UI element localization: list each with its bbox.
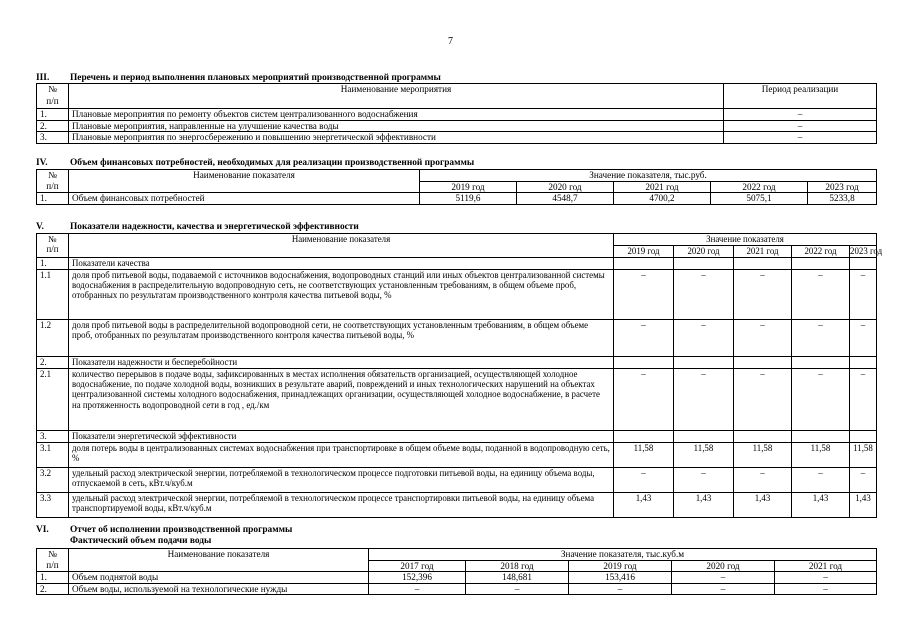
year-header: 2020 год xyxy=(674,246,734,258)
row-value: 4548,7 xyxy=(517,193,614,205)
row-value: – xyxy=(792,270,850,320)
year-header: 2023 год xyxy=(808,181,877,193)
table-row xyxy=(37,369,877,431)
table-row xyxy=(37,120,877,132)
section-5-number: V. xyxy=(36,222,44,232)
row-value: 152,396 xyxy=(369,572,466,584)
section-5-heading xyxy=(36,222,359,233)
section-4-heading xyxy=(36,158,474,169)
row-value: 148,681 xyxy=(466,572,569,584)
row-number: 1. xyxy=(37,572,69,584)
row-name: количество перерывов в подаче воды, зафиксированных в местах исполнения обязательств организацией, осуществляющей холодное водоснабжение, по подаче холодной воды, возникших в результате аварий, повреждений и иных технологических нарушений на объектах централизованной системы холодного водоснабжения, принадлежащих организации, осуществляющей холодное водоснабжение, в расчете на протяженность водопроводной сети в год , ед./км xyxy=(69,369,614,431)
row-value xyxy=(614,357,674,369)
s3-header-name: Наименование мероприятия xyxy=(69,84,724,109)
table-row xyxy=(37,270,877,320)
row-value xyxy=(674,258,734,270)
row-value: – xyxy=(734,468,792,493)
section-3-table xyxy=(36,83,877,144)
row-name: Плановые мероприятия по энергосбережению и повышению энергетической эффективности xyxy=(69,132,724,144)
row-value: – xyxy=(674,270,734,320)
row-number: 2. xyxy=(37,583,69,595)
section-4-title: Объем финансовых потребностей, необходимых для реализации производственной программы xyxy=(70,158,475,168)
table-row xyxy=(37,109,877,121)
table-row xyxy=(37,357,877,369)
row-value: 5119,6 xyxy=(420,193,517,205)
year-header: 2020 год xyxy=(517,181,614,193)
row-value: – xyxy=(674,468,734,493)
row-number: 3.3 xyxy=(37,493,69,518)
row-value: 11,58 xyxy=(734,443,792,468)
row-number: 1.1 xyxy=(37,270,69,320)
row-value: – xyxy=(369,583,466,595)
s6-header-value: Значение показателя, тыс.куб.м xyxy=(369,549,877,561)
row-value xyxy=(614,258,674,270)
row-value xyxy=(850,357,877,369)
row-period: – xyxy=(724,109,877,121)
row-value xyxy=(850,258,877,270)
year-header: 2021 год xyxy=(775,560,877,572)
row-value: 11,58 xyxy=(850,443,877,468)
row-name: доля проб питьевой воды, подаваемой с источников водоснабжения, водопроводных станций или иных объектов централизованной системы водоснабжения в распределительную водопроводную сеть, не соответствующих установленным требованиям, в общем объеме проб, отобранных по результатам производственного контроля качества питьевой воды, % xyxy=(69,270,614,320)
section-5-table xyxy=(36,233,883,518)
s5-header-no: № п/п xyxy=(37,234,69,258)
year-header: 2019 год xyxy=(420,181,517,193)
row-value: – xyxy=(614,468,674,493)
row-name: Плановые мероприятия, направленные на улучшение качества воды xyxy=(69,120,724,132)
row-number: 1. xyxy=(37,193,69,205)
year-header: 2018 год xyxy=(466,560,569,572)
section-5-title: Показатели надежности, качества и энергетической эффективности xyxy=(70,222,359,232)
row-value: – xyxy=(775,583,877,595)
row-value: – xyxy=(614,270,674,320)
row-value xyxy=(734,357,792,369)
table-row xyxy=(37,583,877,595)
section-3-number: III. xyxy=(36,73,50,83)
row-number: 1. xyxy=(37,258,69,270)
row-value: – xyxy=(792,320,850,357)
table-row xyxy=(37,572,877,584)
s4-header-no: № п/п xyxy=(37,170,69,193)
row-value xyxy=(734,258,792,270)
year-header: 2021 год xyxy=(614,181,711,193)
row-value: 4700,2 xyxy=(614,193,711,205)
s6-header-name: Наименование показателя xyxy=(69,549,369,572)
row-period: – xyxy=(724,120,877,132)
row-value xyxy=(850,431,877,443)
row-value: – xyxy=(674,320,734,357)
s6-header-no: № п/п xyxy=(37,549,69,572)
s4-header-name: Наименование показателя xyxy=(69,170,420,193)
table-row xyxy=(37,431,877,443)
row-value: – xyxy=(734,270,792,320)
row-value xyxy=(614,431,674,443)
row-number: 1.2 xyxy=(37,320,69,357)
table-row xyxy=(37,493,877,518)
row-number: 2.1 xyxy=(37,369,69,431)
year-header: 2020 год xyxy=(672,560,775,572)
section-3-title: Перечень и период выполнения плановых мероприятий производственной программы xyxy=(70,73,441,83)
section-6-number: VI. xyxy=(36,525,49,535)
row-value: – xyxy=(775,572,877,584)
row-value: 153,416 xyxy=(569,572,672,584)
row-name: доля потерь воды в централизованных системах водоснабжения при транспортировке в общем объеме воды, поданной в водопроводную сеть, % xyxy=(69,443,614,468)
row-number: 3. xyxy=(37,431,69,443)
row-name: Показатели энергетической эффективности xyxy=(69,431,614,443)
row-value xyxy=(792,258,850,270)
row-name: удельный расход электрической энергии, потребляемой в технологическом процессе транспортировки питьевой воды, на единицу объема транспортируемой воды, кВт.ч/куб.м xyxy=(69,493,614,518)
s3-header-no: № п/п xyxy=(37,84,69,109)
row-value: – xyxy=(850,320,877,357)
row-value: 11,58 xyxy=(614,443,674,468)
row-value: 1,43 xyxy=(614,493,674,518)
year-header: 2019 год xyxy=(614,246,674,258)
row-name: Показатели надежности и бесперебойности xyxy=(69,357,614,369)
row-number: 3. xyxy=(37,132,69,144)
table-row xyxy=(37,320,877,357)
row-value: – xyxy=(850,468,877,493)
s3-header-period: Период реализации xyxy=(724,84,877,109)
s5-header-name: Наименование показателя xyxy=(69,234,614,258)
row-value: – xyxy=(850,270,877,320)
row-value: – xyxy=(734,369,792,431)
section-6-title: Отчет об исполнении производственной программы xyxy=(70,525,293,535)
year-header: 2019 год xyxy=(569,560,672,572)
row-value: 1,43 xyxy=(734,493,792,518)
section-4-number: IV. xyxy=(36,158,48,168)
row-value xyxy=(792,431,850,443)
row-value: 5233,8 xyxy=(808,193,877,205)
year-header: 2022 год xyxy=(792,246,850,258)
table-row xyxy=(37,132,877,144)
s4-header-value: Значение показателя, тыс.руб. xyxy=(420,170,877,182)
row-value: – xyxy=(614,369,674,431)
s5-header-value: Значение показателя xyxy=(614,234,877,246)
row-value xyxy=(674,357,734,369)
year-header: 2023 год xyxy=(850,246,883,256)
row-number: 2. xyxy=(37,120,69,132)
table-row xyxy=(37,258,877,270)
row-number: 3.2 xyxy=(37,468,69,493)
row-value: – xyxy=(569,583,672,595)
row-name: Показатели качества xyxy=(69,258,614,270)
row-name: Объем поднятой воды xyxy=(69,572,369,584)
row-value xyxy=(674,431,734,443)
row-name: доля проб питьевой воды в распределительной водопроводной сети, не соответствующих установленным требованиям, в общем объеме проб, отобранных по результатам производственного контроля качества питьевой воды, % xyxy=(69,320,614,357)
row-value: 1,43 xyxy=(674,493,734,518)
table-row xyxy=(37,468,877,493)
page-number: 7 xyxy=(448,36,453,47)
row-value: – xyxy=(850,369,877,431)
row-value xyxy=(792,357,850,369)
row-value: 1,43 xyxy=(850,493,877,518)
row-value: – xyxy=(466,583,569,595)
section-6-heading xyxy=(36,525,292,536)
section-4-table xyxy=(36,169,877,205)
section-6-table xyxy=(36,548,877,595)
year-header: 2021 год xyxy=(734,246,792,258)
row-value: – xyxy=(674,369,734,431)
row-number: 1. xyxy=(37,109,69,121)
row-period: – xyxy=(724,132,877,144)
table-row xyxy=(37,193,877,205)
row-number: 3.1 xyxy=(37,443,69,468)
row-value: – xyxy=(672,583,775,595)
row-value: 11,58 xyxy=(674,443,734,468)
row-name: Объем воды, используемой на технологические нужды xyxy=(69,583,369,595)
row-value: – xyxy=(672,572,775,584)
row-value: – xyxy=(792,369,850,431)
section-6-subtitle: Фактический объем подачи воды xyxy=(70,536,212,546)
row-value: 5075,1 xyxy=(711,193,808,205)
row-value: – xyxy=(792,468,850,493)
table-row xyxy=(37,443,877,468)
row-value: 11,58 xyxy=(792,443,850,468)
row-value: – xyxy=(734,320,792,357)
row-name: Плановые мероприятия по ремонту объектов систем централизованного водоснабжения xyxy=(69,109,724,121)
year-header: 2022 год xyxy=(711,181,808,193)
row-name: Объем финансовых потребностей xyxy=(69,193,420,205)
row-value: 1,43 xyxy=(792,493,850,518)
row-value: – xyxy=(614,320,674,357)
year-header: 2017 год xyxy=(369,560,466,572)
row-value xyxy=(734,431,792,443)
row-name: удельный расход электрической энергии, потребляемой в технологическом процессе подготовки питьевой воды, на единицу объема воды, отпускаемой в сеть, кВт.ч/куб.м xyxy=(69,468,614,493)
row-number: 2. xyxy=(37,357,69,369)
